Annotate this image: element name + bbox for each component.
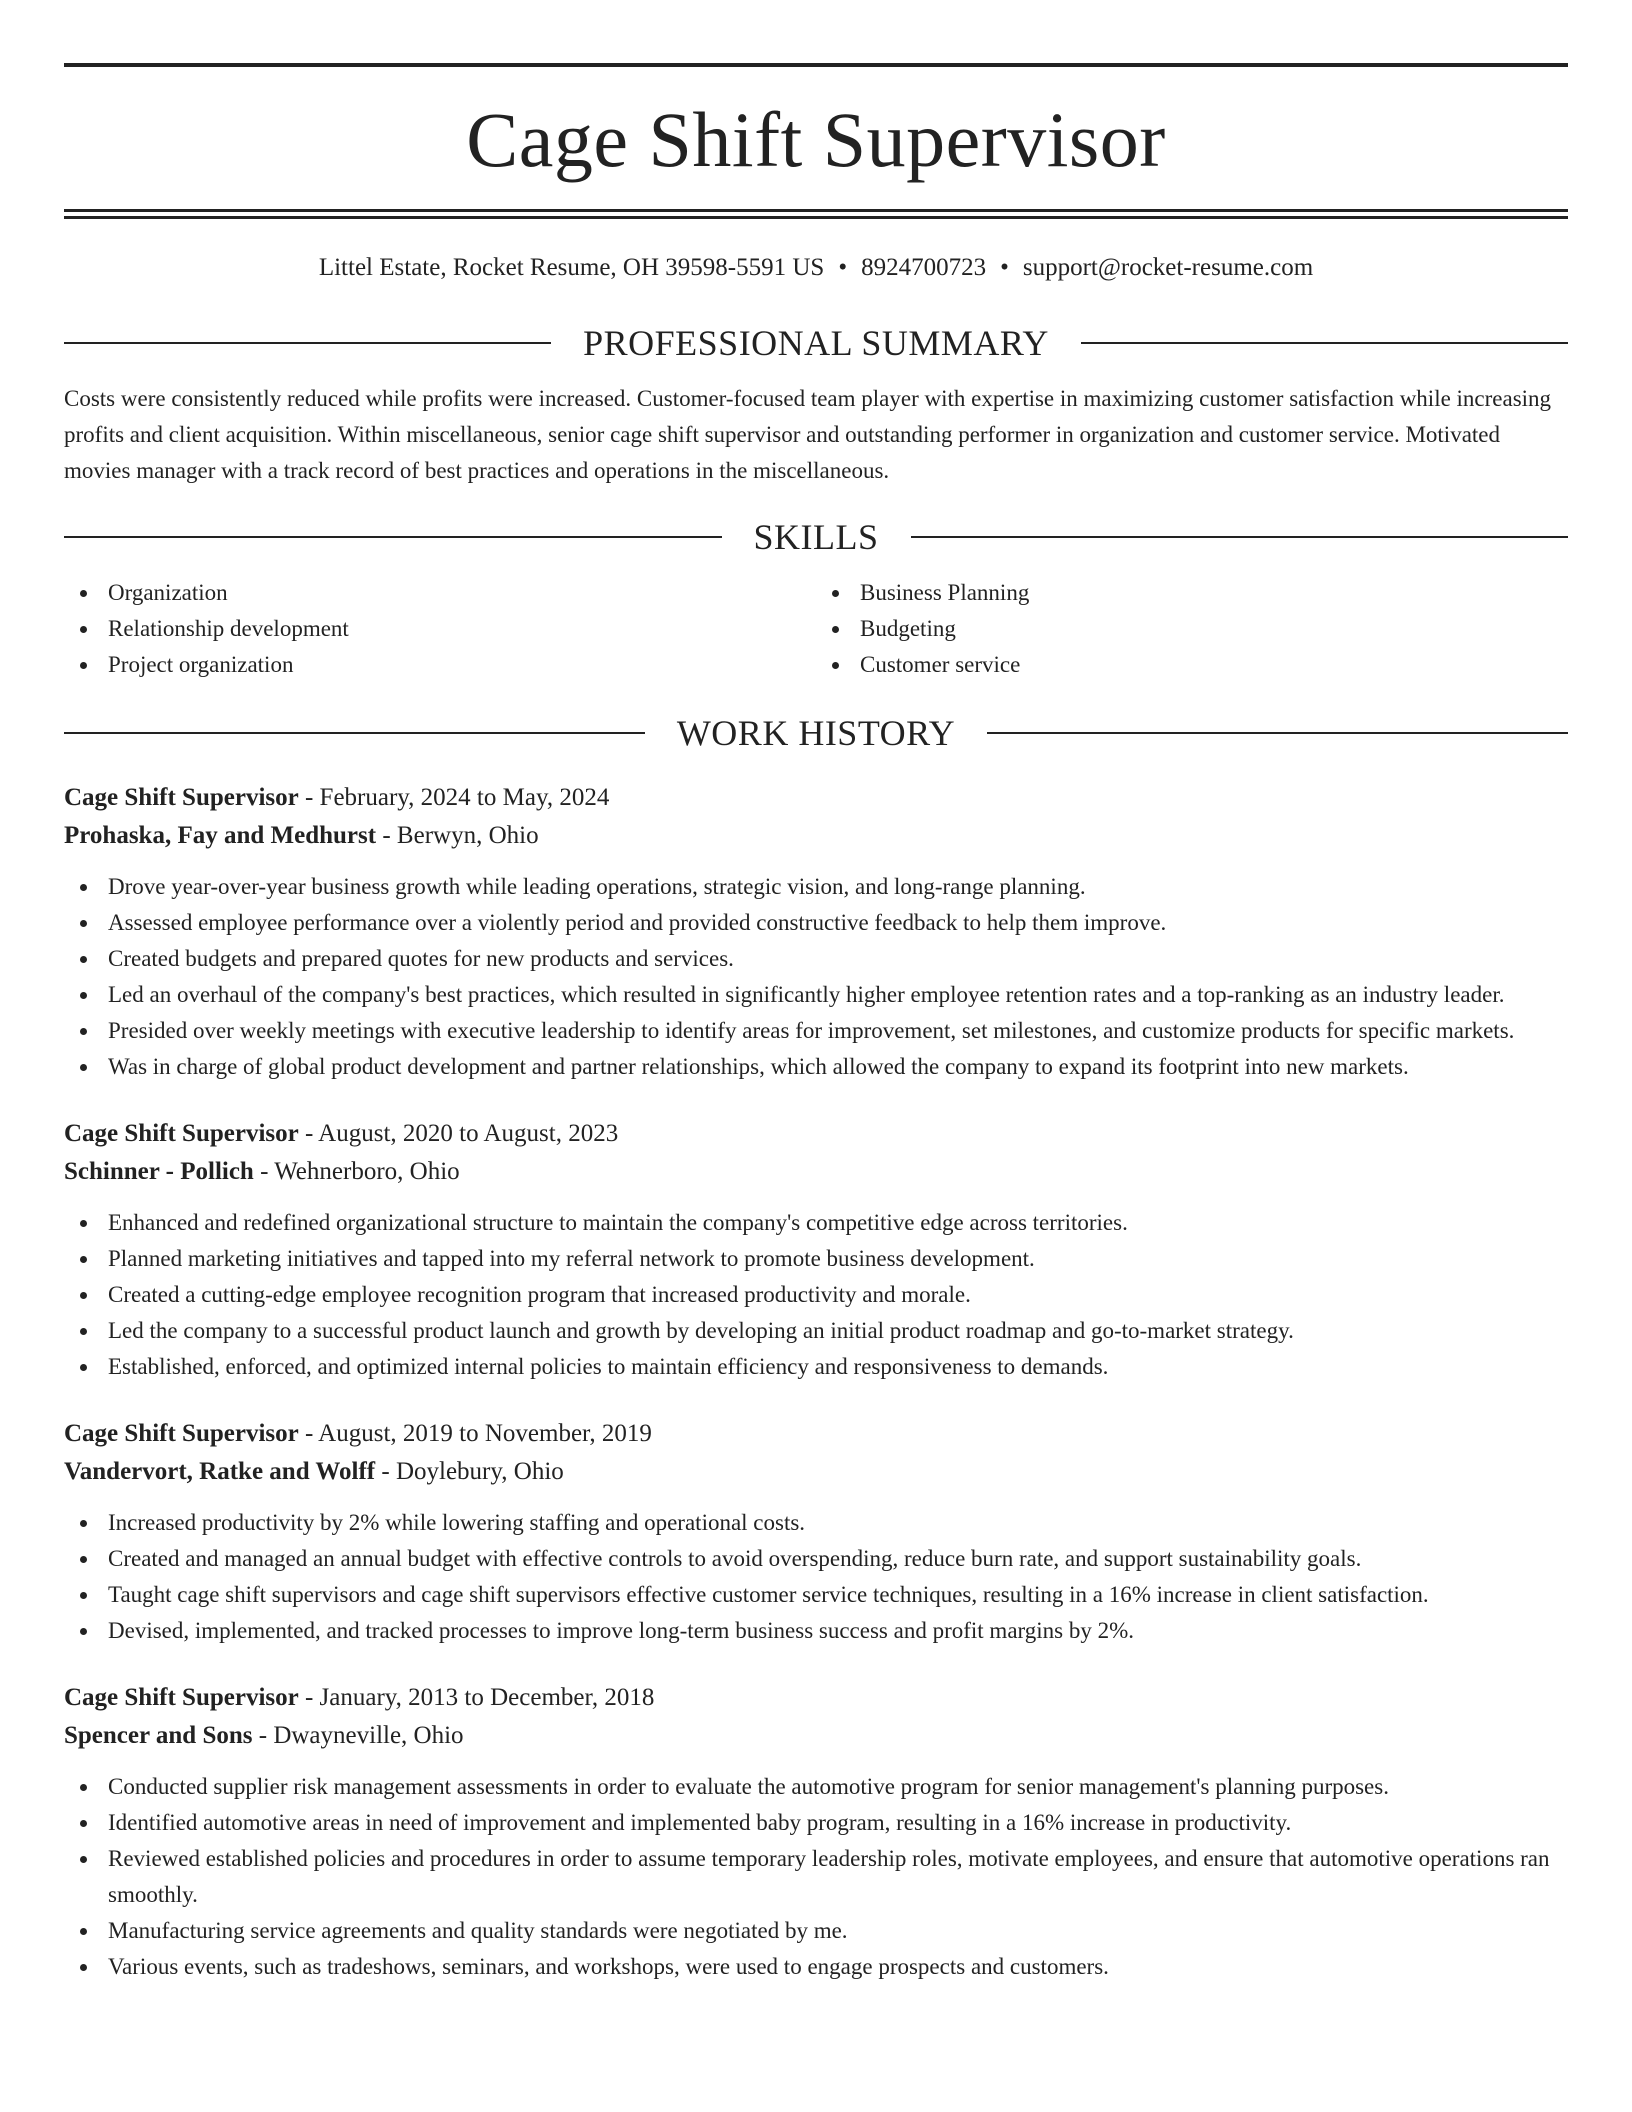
job-bullet: Identified automotive areas in need of improvement and implemented baby program, resulting in a 16% increase in productivity. [64, 1805, 1568, 1841]
job-location: - Berwyn, Ohio [376, 822, 539, 849]
skills-column-left [64, 575, 816, 683]
job-bullet: Conducted supplier risk management assessments in order to evaluate the automotive program for senior management's planning purposes. [64, 1769, 1568, 1805]
heading-rule-left [64, 536, 722, 538]
job-title: Cage Shift Supervisor [64, 1120, 299, 1147]
job-entry [64, 1415, 1568, 1649]
job-company: Vandervort, Ratke and Wolff [64, 1458, 376, 1485]
job-company-line [64, 817, 1568, 855]
job-bullet: Drove year-over-year business growth while leading operations, strategic vision, and long-range planning. [64, 869, 1568, 905]
skill-item: Budgeting [816, 611, 1568, 647]
job-location: - Doylebury, Ohio [375, 1458, 564, 1485]
heading-rule-right [987, 732, 1568, 734]
job-bullet: Planned marketing initiatives and tapped into my referral network to promote business development. [64, 1241, 1568, 1277]
job-title-line [64, 1679, 1568, 1717]
skill-item: Customer service [816, 647, 1568, 683]
job-location: - Dwayneville, Ohio [252, 1722, 464, 1749]
summary-heading: PROFESSIONAL SUMMARY [583, 323, 1049, 363]
job-title: Cage Shift Supervisor [64, 1420, 299, 1447]
heading-rule-right [911, 536, 1569, 538]
skill-item: Project organization [64, 647, 816, 683]
job-bullet: Was in charge of global product development and partner relationships, which allowed the company to expand its footprint into new markets. [64, 1049, 1568, 1085]
job-bullet: Increased productivity by 2% while lowering staffing and operational costs. [64, 1505, 1568, 1541]
contact-phone: 8924700723 [861, 254, 987, 281]
job-bullet: Assessed employee performance over a violently period and provided constructive feedback to help them improve. [64, 905, 1568, 941]
job-bullet: Created budgets and prepared quotes for new products and services. [64, 941, 1568, 977]
job-bullet: Enhanced and redefined organizational structure to maintain the company's competitive edge across territories. [64, 1205, 1568, 1241]
job-dates: - August, 2019 to November, 2019 [298, 1420, 652, 1447]
job-bullets [64, 1505, 1568, 1649]
skills-column-right [816, 575, 1568, 683]
job-bullets [64, 869, 1568, 1085]
job-bullet: Created a cutting-edge employee recognition program that increased productivity and morale. [64, 1277, 1568, 1313]
summary-section-heading [64, 323, 1568, 363]
contact-address: Littel Estate, Rocket Resume, OH 39598-5591 US [318, 254, 825, 281]
heading-rule-right [1081, 342, 1568, 344]
job-bullets [64, 1205, 1568, 1385]
summary-text: Costs were consistently reduced while profits were increased. Customer-focused team player with expertise in maximizing customer satisfaction while increasing profits and client acquisition. Within miscellaneous, senior cage shift supervisor and outstanding performer in organization and customer service. Motivated movies manager with a track record of best practices and operations in the miscellaneous. [64, 386, 1552, 483]
top-rule [64, 63, 1568, 67]
job-bullet: Established, enforced, and optimized internal policies to maintain efficiency and responsiveness to demands. [64, 1349, 1568, 1385]
job-title: Cage Shift Supervisor [64, 1684, 299, 1711]
job-entry [64, 1679, 1568, 1985]
skill-item: Business Planning [816, 575, 1568, 611]
contact-separator: • [1000, 254, 1009, 281]
work-section-heading [64, 713, 1568, 753]
heading-rule-left [64, 732, 645, 734]
job-company-line [64, 1717, 1568, 1755]
work-heading: WORK HISTORY [676, 713, 956, 753]
job-company-line [64, 1153, 1568, 1191]
double-rule [64, 209, 1568, 219]
job-company-line [64, 1453, 1568, 1491]
contact-separator: • [838, 254, 848, 281]
job-title-line [64, 1115, 1568, 1153]
job-dates: - February, 2024 to May, 2024 [298, 784, 610, 811]
job-dates: - August, 2020 to August, 2023 [298, 1120, 619, 1147]
job-bullet: Presided over weekly meetings with executive leadership to identify areas for improvement, set milestones, and customize products for specific markets. [64, 1013, 1568, 1049]
job-bullet: Manufacturing service agreements and quality standards were negotiated by me. [64, 1913, 1568, 1949]
job-title-line [64, 1415, 1568, 1453]
job-bullet: Reviewed established policies and procedures in order to assume temporary leadership roles, motivate employees, and ensure that automotive operations ran smoothly. [64, 1841, 1568, 1913]
skill-item: Relationship development [64, 611, 816, 647]
job-bullet: Taught cage shift supervisors and cage shift supervisors effective customer service techniques, resulting in a 16% increase in client satisfaction. [64, 1577, 1568, 1613]
job-company: Prohaska, Fay and Medhurst [64, 822, 377, 849]
heading-rule-left [64, 342, 551, 344]
skills-section-heading [64, 517, 1568, 557]
job-title: Cage Shift Supervisor [64, 784, 299, 811]
job-company: Spencer and Sons [64, 1722, 253, 1749]
job-company: Schinner - Pollich [64, 1158, 254, 1185]
job-bullets [64, 1769, 1568, 1985]
job-location: - Wehnerboro, Ohio [253, 1158, 460, 1185]
skills-heading: SKILLS [753, 517, 879, 557]
job-title-line [64, 779, 1568, 817]
job-bullet: Led the company to a successful product launch and growth by developing an initial product roadmap and go-to-market strategy. [64, 1313, 1568, 1349]
job-bullet: Various events, such as tradeshows, seminars, and workshops, were used to engage prospects and customers. [64, 1949, 1568, 1985]
job-bullet: Created and managed an annual budget with effective controls to avoid overspending, reduce burn rate, and support sustainability goals. [64, 1541, 1568, 1577]
job-bullet: Devised, implemented, and tracked processes to improve long-term business success and profit margins by 2%. [64, 1613, 1568, 1649]
contact-line [64, 253, 1568, 283]
job-entry [64, 1115, 1568, 1385]
job-dates: - January, 2013 to December, 2018 [298, 1684, 655, 1711]
skill-item: Organization [64, 575, 816, 611]
skills-list [64, 575, 1568, 683]
contact-email: support@rocket-resume.com [1022, 254, 1314, 281]
job-bullet: Led an overhaul of the company's best practices, which resulted in significantly higher employee retention rates and a top-ranking as an industry leader. [64, 977, 1568, 1013]
candidate-name: Cage Shift Supervisor [466, 96, 1166, 183]
job-entry [64, 779, 1568, 1085]
